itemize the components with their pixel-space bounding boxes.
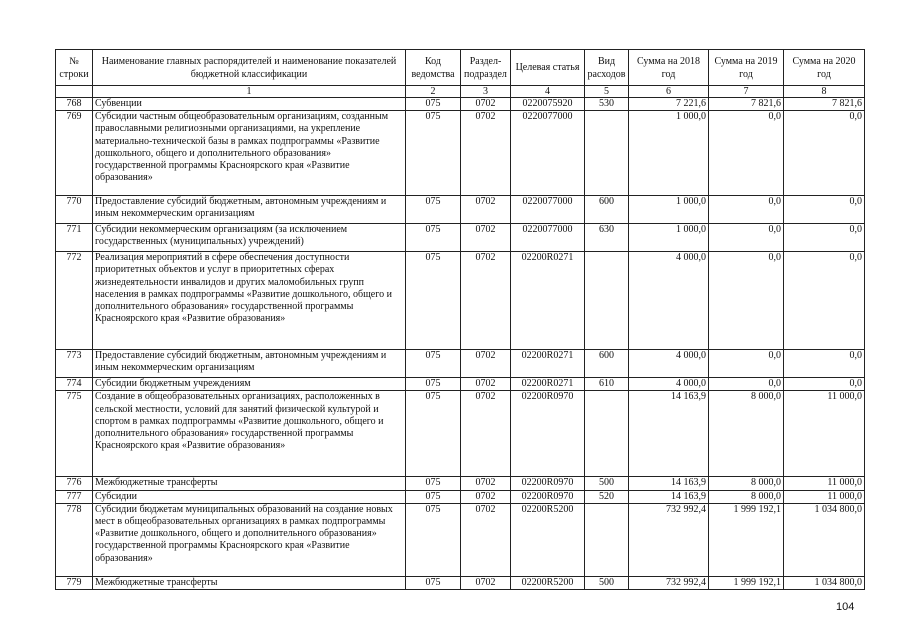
- row-name: Создание в общеобразовательных организациях, расположенных в сельской местности, условий для занятий физической культурой и спортом в рамках подпрограммы «Развитие дошкольного, общего и дополнительного образования» государственной программы Красноярского края «Развитие образования»: [93, 391, 406, 477]
- department-code: 075: [406, 196, 461, 224]
- expense-type: 520: [585, 490, 629, 503]
- table-row: [56, 378, 865, 391]
- sum-2020: 0,0: [784, 224, 865, 252]
- department-code: 075: [406, 391, 461, 477]
- row-name: Субвенции: [93, 98, 406, 111]
- row-name: Субсидии: [93, 490, 406, 503]
- row-number: 777: [56, 490, 93, 503]
- sum-2019: 1 999 192,1: [709, 503, 784, 576]
- row-name: Реализация мероприятий в сфере обеспечения доступности приоритетных объектов и услуг в приоритетных сферах жизнедеятельности инвалидов и других маломобильных групп населения в рамках подпрограммы «Развитие дошкольного, общего и дополнительного образования» государственной программы Красноярского края «Развитие образования»: [93, 252, 406, 350]
- row-number: 768: [56, 98, 93, 111]
- sum-2019: 0,0: [709, 252, 784, 350]
- department-code: 075: [406, 378, 461, 391]
- column-number: 4: [511, 86, 585, 98]
- header-sum-2019: Сумма на 2019 год: [709, 50, 784, 86]
- section-code: 0702: [461, 224, 511, 252]
- sum-2018: 732 992,4: [629, 576, 709, 589]
- sum-2020: 11 000,0: [784, 391, 865, 477]
- target-article: 02200R0970: [511, 490, 585, 503]
- row-name: Межбюджетные трансферты: [93, 576, 406, 589]
- section-code: 0702: [461, 196, 511, 224]
- expense-type: 630: [585, 224, 629, 252]
- department-code: 075: [406, 224, 461, 252]
- target-article: 02200R0271: [511, 252, 585, 350]
- sum-2018: 4 000,0: [629, 350, 709, 378]
- department-code: 075: [406, 98, 461, 111]
- sum-2019: 8 000,0: [709, 391, 784, 477]
- sum-2018: 1 000,0: [629, 111, 709, 196]
- header-target-article: Целевая статья: [511, 50, 585, 86]
- header-row-number: № строки: [56, 50, 93, 86]
- header-department-code: Код ведомства: [406, 50, 461, 86]
- sum-2019: 0,0: [709, 111, 784, 196]
- sum-2020: 11 000,0: [784, 490, 865, 503]
- column-number: 7: [709, 86, 784, 98]
- department-code: 075: [406, 490, 461, 503]
- budget-table: [55, 49, 865, 590]
- column-number: 2: [406, 86, 461, 98]
- section-code: 0702: [461, 391, 511, 477]
- column-number: [56, 86, 93, 98]
- column-number: 1: [93, 86, 406, 98]
- table-header-row: [56, 50, 865, 86]
- expense-type: [585, 111, 629, 196]
- sum-2018: 14 163,9: [629, 391, 709, 477]
- column-number: 8: [784, 86, 865, 98]
- department-code: 075: [406, 503, 461, 576]
- department-code: 075: [406, 350, 461, 378]
- department-code: 075: [406, 576, 461, 589]
- row-name: Субсидии бюджетным учреждениям: [93, 378, 406, 391]
- row-number: 778: [56, 503, 93, 576]
- sum-2018: 14 163,9: [629, 477, 709, 490]
- section-code: 0702: [461, 378, 511, 391]
- table-row: [56, 98, 865, 111]
- target-article: 0220075920: [511, 98, 585, 111]
- section-code: 0702: [461, 490, 511, 503]
- section-code: 0702: [461, 111, 511, 196]
- column-number: 6: [629, 86, 709, 98]
- table-row: [56, 196, 865, 224]
- sum-2020: 0,0: [784, 196, 865, 224]
- header-sum-2018: Сумма на 2018 год: [629, 50, 709, 86]
- sum-2018: 7 221,6: [629, 98, 709, 111]
- target-article: 02200R0271: [511, 350, 585, 378]
- table-row: [56, 224, 865, 252]
- header-expense-type: Вид расходов: [585, 50, 629, 86]
- table-row: [56, 391, 865, 477]
- sum-2019: 7 821,6: [709, 98, 784, 111]
- sum-2018: 4 000,0: [629, 252, 709, 350]
- table-row: [56, 350, 865, 378]
- table-row: [56, 490, 865, 503]
- table-row: [56, 503, 865, 576]
- row-number: 771: [56, 224, 93, 252]
- sum-2019: 0,0: [709, 196, 784, 224]
- row-number: 773: [56, 350, 93, 378]
- row-number: 769: [56, 111, 93, 196]
- sum-2019: 8 000,0: [709, 477, 784, 490]
- header-sum-2020: Сумма на 2020 год: [784, 50, 865, 86]
- row-name: Предоставление субсидий бюджетным, автономным учреждениям и иным некоммерческим организациям: [93, 196, 406, 224]
- expense-type: [585, 503, 629, 576]
- sum-2018: 732 992,4: [629, 503, 709, 576]
- row-name: Субсидии некоммерческим организациям (за исключением государственных (муниципальных) учреждений): [93, 224, 406, 252]
- section-code: 0702: [461, 477, 511, 490]
- department-code: 075: [406, 252, 461, 350]
- sum-2019: 0,0: [709, 224, 784, 252]
- expense-type: 500: [585, 576, 629, 589]
- sum-2020: 0,0: [784, 378, 865, 391]
- sum-2018: 1 000,0: [629, 196, 709, 224]
- sum-2018: 14 163,9: [629, 490, 709, 503]
- row-number: 772: [56, 252, 93, 350]
- column-numbers-row: [56, 86, 865, 98]
- row-number: 774: [56, 378, 93, 391]
- table-row: [56, 576, 865, 589]
- sum-2020: 0,0: [784, 111, 865, 196]
- expense-type: [585, 252, 629, 350]
- target-article: 0220077000: [511, 111, 585, 196]
- department-code: 075: [406, 111, 461, 196]
- target-article: 02200R5200: [511, 576, 585, 589]
- target-article: 02200R0970: [511, 477, 585, 490]
- row-number: 776: [56, 477, 93, 490]
- sum-2018: 4 000,0: [629, 378, 709, 391]
- target-article: 02200R5200: [511, 503, 585, 576]
- sum-2020: 7 821,6: [784, 98, 865, 111]
- column-number: 5: [585, 86, 629, 98]
- header-name: Наименование главных распорядителей и наименование показателей бюджетной классификации: [93, 50, 406, 86]
- expense-type: 500: [585, 477, 629, 490]
- page-number: 104: [836, 601, 855, 613]
- sum-2020: 0,0: [784, 252, 865, 350]
- expense-type: 530: [585, 98, 629, 111]
- target-article: 02200R0271: [511, 378, 585, 391]
- department-code: 075: [406, 477, 461, 490]
- sum-2020: 0,0: [784, 350, 865, 378]
- table-row: [56, 252, 865, 350]
- row-number: 779: [56, 576, 93, 589]
- section-code: 0702: [461, 503, 511, 576]
- header-section: Раздел-подраздел: [461, 50, 511, 86]
- sum-2019: 1 999 192,1: [709, 576, 784, 589]
- sum-2020: 1 034 800,0: [784, 503, 865, 576]
- section-code: 0702: [461, 98, 511, 111]
- row-name: Субсидии частным общеобразовательным организациям, созданным православными религиозными организациями, на укрепление материально-технической базы в рамках подпрограммы «Развитие дошкольного, общего и дополнительного образования» государственной программы Красноярского края «Развитие образования»: [93, 111, 406, 196]
- sum-2020: 11 000,0: [784, 477, 865, 490]
- target-article: 0220077000: [511, 224, 585, 252]
- expense-type: 600: [585, 350, 629, 378]
- section-code: 0702: [461, 252, 511, 350]
- section-code: 0702: [461, 576, 511, 589]
- sum-2020: 1 034 800,0: [784, 576, 865, 589]
- row-name: Предоставление субсидий бюджетным, автономным учреждениям и иным некоммерческим организациям: [93, 350, 406, 378]
- expense-type: 610: [585, 378, 629, 391]
- row-number: 775: [56, 391, 93, 477]
- row-number: 770: [56, 196, 93, 224]
- table-row: [56, 477, 865, 490]
- sum-2018: 1 000,0: [629, 224, 709, 252]
- row-name: Межбюджетные трансферты: [93, 477, 406, 490]
- sum-2019: 0,0: [709, 378, 784, 391]
- column-number: 3: [461, 86, 511, 98]
- target-article: 0220077000: [511, 196, 585, 224]
- expense-type: [585, 391, 629, 477]
- section-code: 0702: [461, 350, 511, 378]
- expense-type: 600: [585, 196, 629, 224]
- target-article: 02200R0970: [511, 391, 585, 477]
- sum-2019: 0,0: [709, 350, 784, 378]
- sum-2019: 8 000,0: [709, 490, 784, 503]
- row-name: Субсидии бюджетам муниципальных образований на создание новых мест в общеобразовательных организациях в рамках подпрограммы «Развитие дошкольного, общего и дополнительного образования» государственной программы Красноярского края «Развитие образования»: [93, 503, 406, 576]
- table-row: [56, 111, 865, 196]
